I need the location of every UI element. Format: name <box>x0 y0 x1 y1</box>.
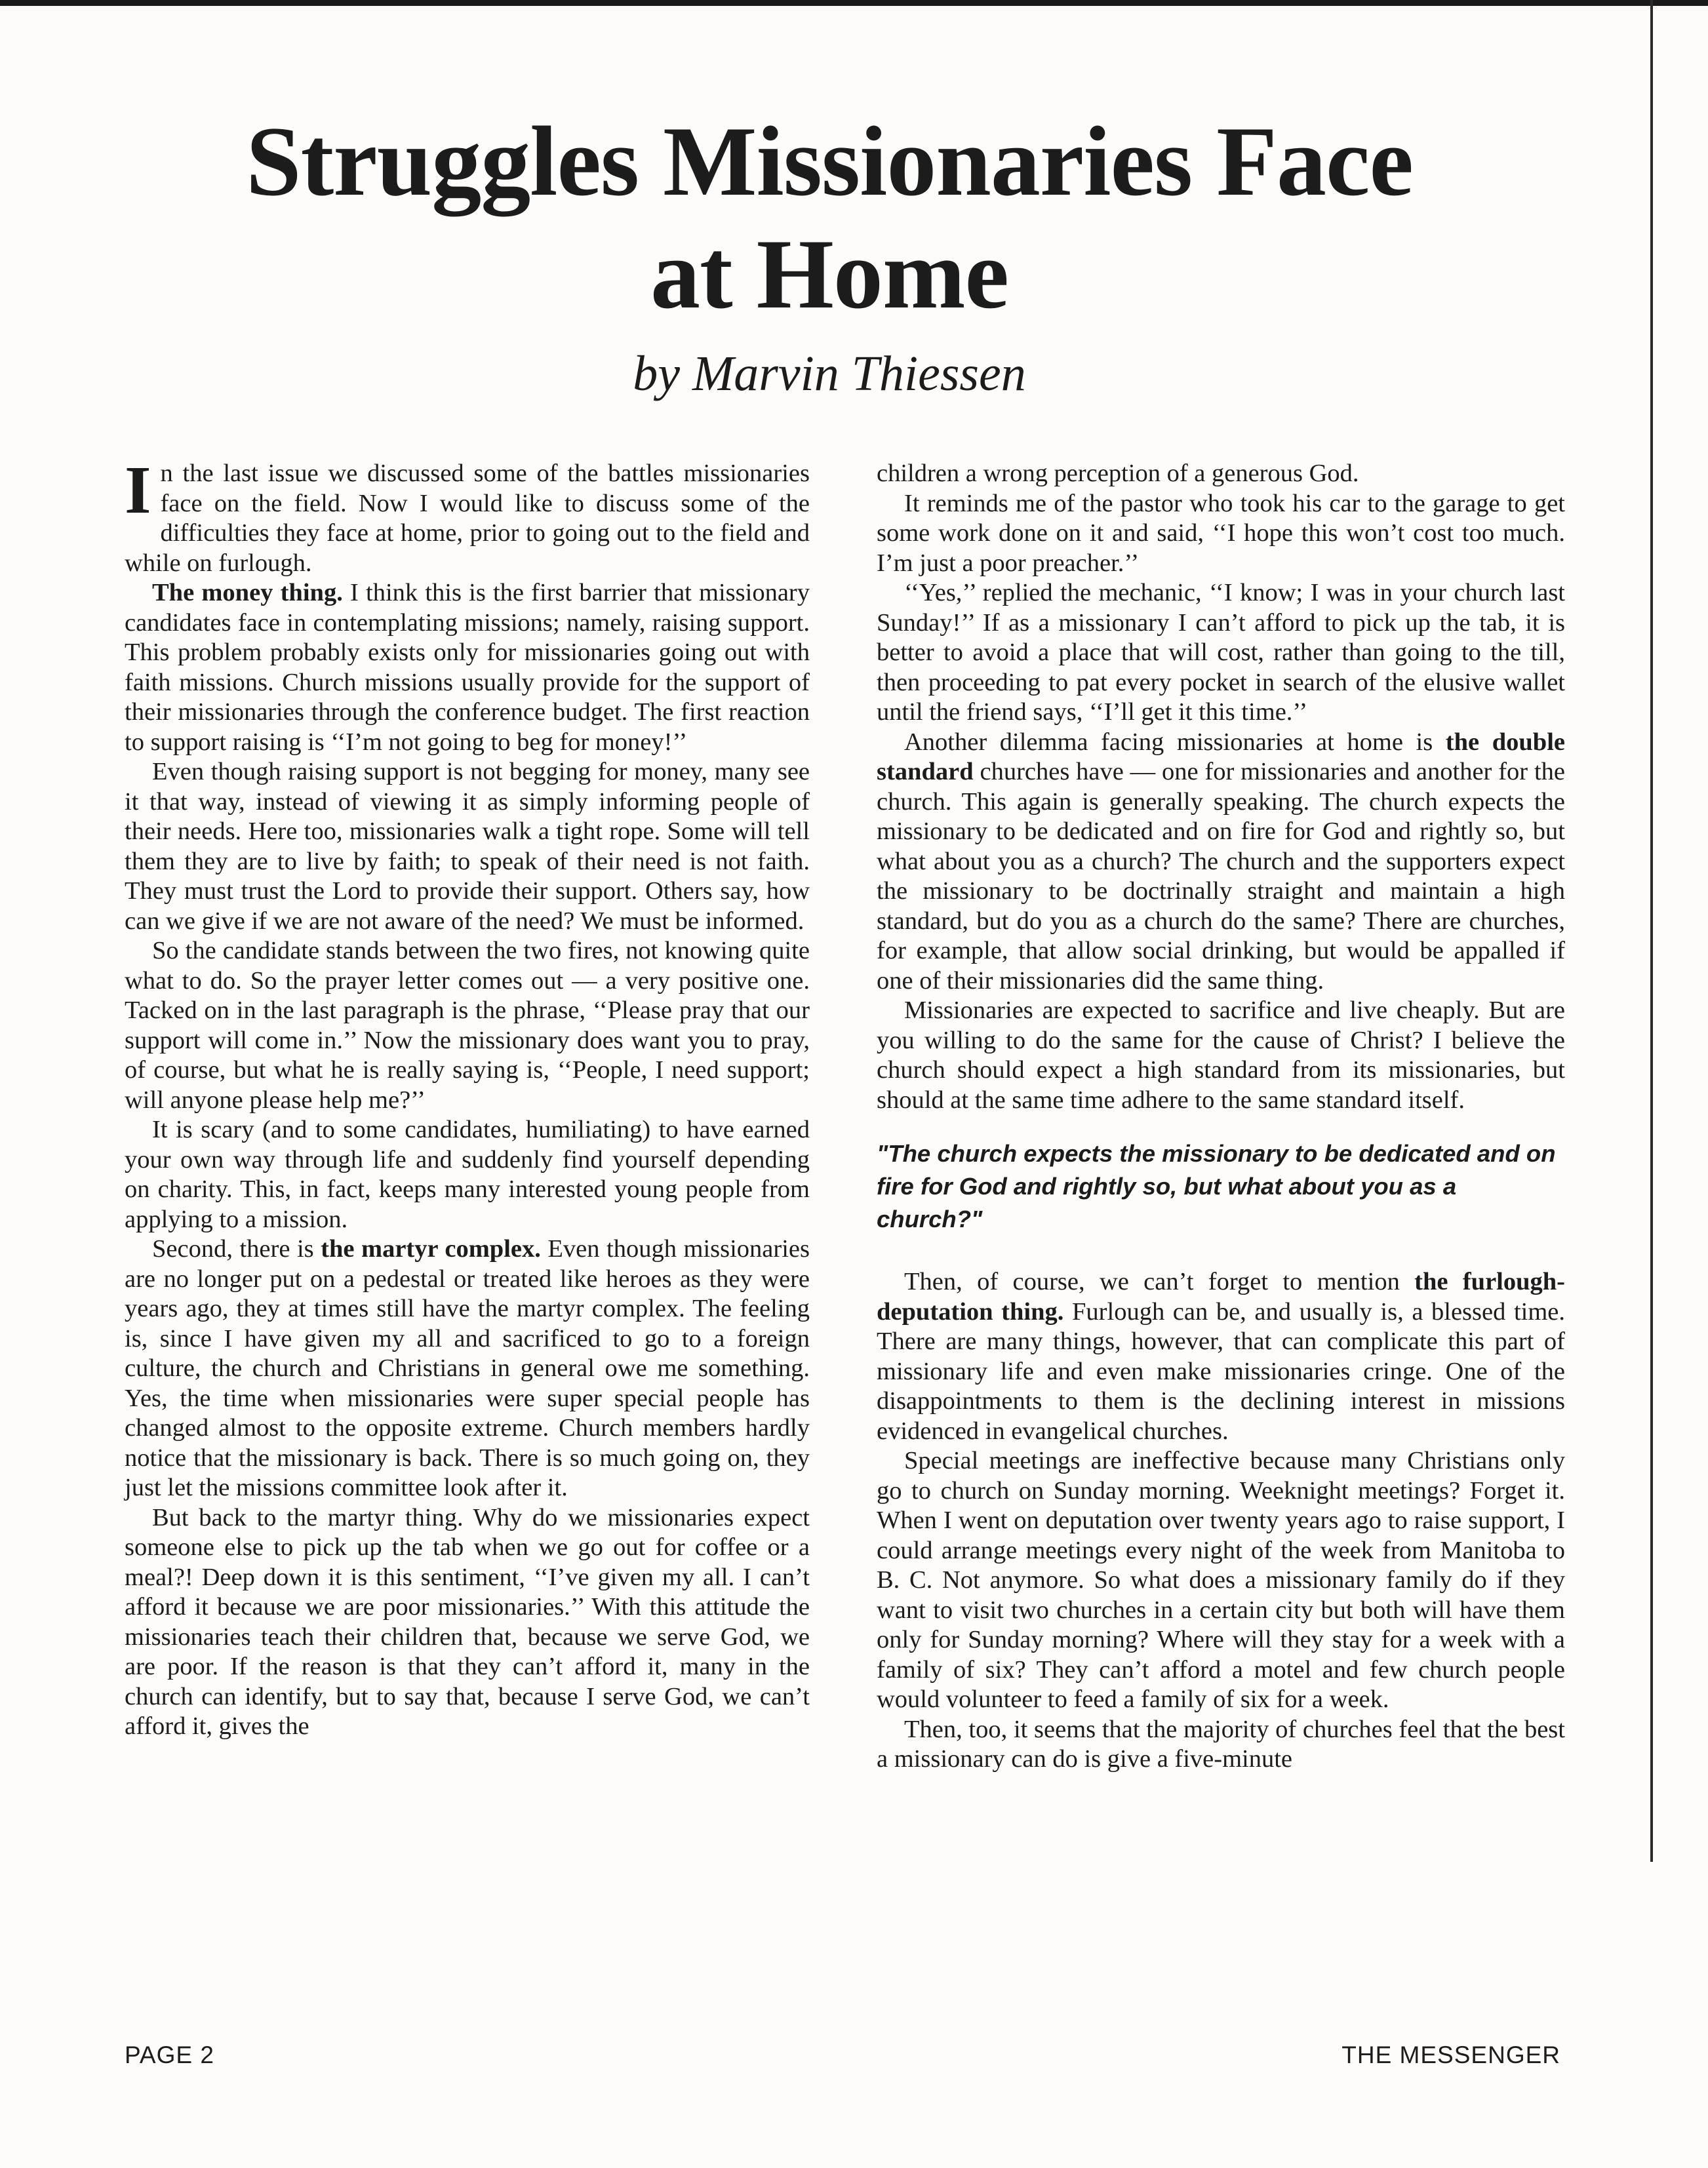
paragraph-text: churches have — one for missionaries and another for the church. This again is generally speaking. The church expects the missionary to be dedicated and on fire for God and rightly so, but what about you as a church? The church and the supporters expect the missionary to be doctrinally straight and maintain a high standard, but do you as a church do the same? There are churches, for example, that allow social drinking, but would be appalled if one of their missionaries did the same thing. <box>877 758 1565 995</box>
top-border-rule <box>0 0 1708 6</box>
article-title <box>98 105 1560 330</box>
title-line-1: Struggles Missionaries Face <box>246 106 1413 216</box>
paragraph: Then, too, it seems that the majority of churches feel that the best a missionary can do is give a five-minute <box>877 1715 1565 1773</box>
section-keyword: The money thing. <box>152 579 343 606</box>
paragraph <box>125 452 810 578</box>
drop-cap: I <box>125 452 151 528</box>
paragraph: Special meetings are ineffective because many Christians only go to church on Sunday morning. Weeknight meetings? Forget it. When I went on deputation over twenty years ago to raise support, I could arrange meetings every night of the week from Manitoba to B. C. Not anymore. So what does a missionary family do if they want to visit two churches in a certain city but both will have them only for Sunday morning? Where will they stay for a week with a family of six? They can’t afford a motel and few church people would volunteer to feed a family of six for a week. <box>877 1447 1565 1713</box>
paragraph-text: Another dilemma facing missionaries at home is <box>904 728 1446 756</box>
section-keyword: the furlough-deputation thing. <box>877 1268 1566 1326</box>
paragraph: It reminds me of the pastor who took his car to the garage to get some work done on it and said, ‘‘I hope this won’t cost too much. I’m just a poor preacher.’’ <box>877 489 1565 577</box>
paragraph-text: Second, there is <box>152 1235 321 1263</box>
paragraph-text: I think this is the first barrier that missionary candidates face in contemplating missions; namely, raising support. This problem probably exists only for missionaries going out with faith missions. Church missions usually provide for the support of their missionaries through the conference budget. The first reaction to support raising is ‘‘I’m not going to beg for money!’’ <box>125 579 810 756</box>
paragraph-text: Furlough can be, and usually is, a blessed time. There are many things, however, that can complicate this part of missionary life and even make missionaries cringe. One of the disappointments to them is the declining interest in missions evidenced in evangelical churches. <box>877 1297 1566 1445</box>
paragraph: Even though raising support is not begging for money, many see it that way, instead of viewing it as simply informing people of their needs. Here too, missionaries walk a tight rope. Some will tell them they are to live by faith; to speak of their need is not faith. They must trust the Lord to provide their support. Others say, how can we give if we are not aware of the need? We must be informed. <box>125 758 810 935</box>
paragraph <box>125 578 810 757</box>
paragraph: So the candidate stands between the two fires, not knowing quite what to do. So the prayer letter comes out — a very positive one. Tacked on in the last paragraph is the phrase, ‘‘Please pray that our support will come in.’’ Now the missionary does want you to pray, of course, but what he is really saying is, ‘‘People, I need support; will anyone please help me?’’ <box>125 937 810 1114</box>
article-byline: by Marvin Thiessen <box>633 346 1026 401</box>
right-border-rule <box>1650 0 1653 1862</box>
pull-quote: "The church expects the missionary to be dedicated and on fire for God and rightly so, but what about you as a church?" <box>877 1140 1556 1232</box>
right-column <box>877 459 1565 1775</box>
paragraph-text: n the last issue we discussed some of the battles missionaries face on the field. Now I would like to discuss some of the difficulties they face at home, prior to going out to the field and while on furlough. <box>125 460 810 577</box>
paragraph: But back to the martyr thing. Why do we missionaries expect someone else to pick up the tab when we go out for coffee or a meal?! Deep down it is this sentiment, ‘‘I’ve given my all. I can’t afford it because we are poor missionaries.’’ With this attitude the missionaries teach their children that, because we serve God, we are poor. If the reason is that they can’t afford it, many in the church can identify, but to say that, because I serve God, we can’t afford it, gives the <box>125 1503 810 1740</box>
paragraph: Missionaries are expected to sacrifice and live cheaply. But are you willing to do the same for the cause of Christ? I believe the church should expect a high standard from its missionaries, but should at the same time adhere to the same standard itself. <box>877 996 1565 1114</box>
paragraph-text: Even though missionaries are no longer put on a pedestal or treated like heroes as they were years ago, they at times still have the martyr complex. The feeling is, since I have given my all and sacrificed to go to a foreign culture, the church and Christians in general owe me something. Yes, the time when missionaries were super special people has changed almost to the opposite extreme. Church members hardly notice that the missionary is back. There is so much going on, they just let the missions committee look after it. <box>125 1235 810 1501</box>
paragraph <box>877 1267 1565 1446</box>
section-keyword: the martyr complex. <box>321 1235 541 1263</box>
paragraph <box>125 1234 810 1503</box>
publication-name: THE MESSENGER <box>1341 2041 1560 2068</box>
paragraph: It is scary (and to some candidates, humiliating) to have earned your own way through life and suddenly find yourself depending on charity. This, in fact, keeps many interested young people from applying to a mission. <box>125 1116 810 1233</box>
section-keyword: the double standard <box>877 728 1565 785</box>
paragraph-text: Then, of course, we can’t forget to mention <box>904 1268 1415 1295</box>
paragraph <box>877 728 1565 996</box>
left-column <box>125 452 810 1742</box>
title-line-2: at Home <box>650 219 1008 329</box>
paragraph: children a wrong perception of a generous God. <box>877 460 1359 487</box>
paragraph: ‘‘Yes,’’ replied the mechanic, ‘‘I know; I was in your church last Sunday!’’ If as a missionary I can’t afford to pick up the tab, it is better to avoid a place that will cost, rather than going to the till, then proceeding to pat every pocket in search of the elusive wallet until the friend says, ‘‘I’ll get it this time.’’ <box>877 579 1565 726</box>
page-number: PAGE 2 <box>125 2041 214 2068</box>
